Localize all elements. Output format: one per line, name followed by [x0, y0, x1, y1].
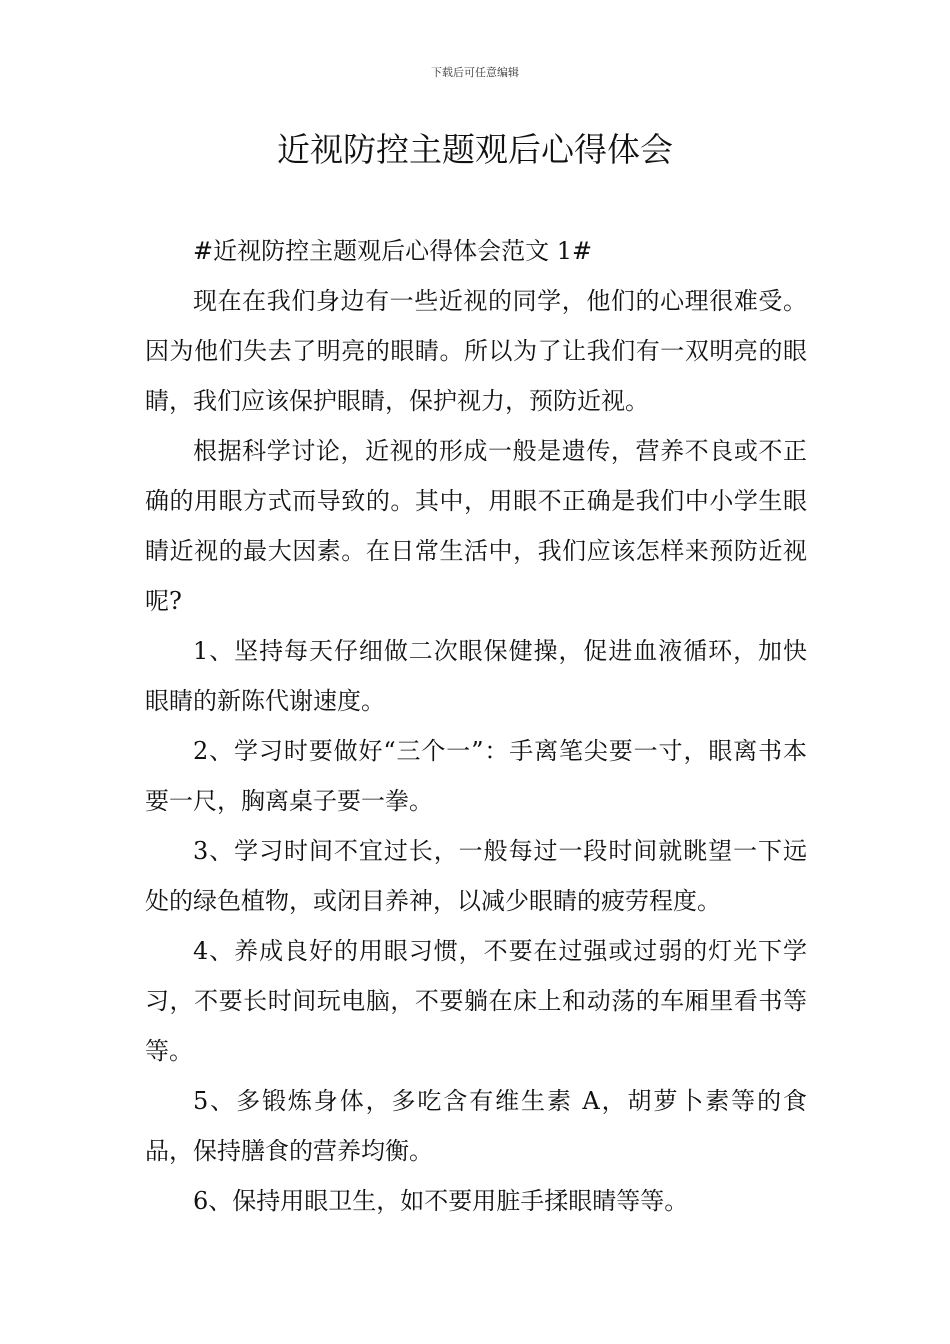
document-title: 近视防控主题观后心得体会 — [277, 130, 673, 169]
list-item-2: 2、学习时要做好“三个一”：手离笔尖要一寸，眼离书本要一尺，胸离桌子要一拳。 — [145, 737, 807, 815]
list-item-5: 5、多锻炼身体，多吃含有维生素 A，胡萝卜素等的食品，保持膳食的营养均衡。 — [145, 1087, 807, 1165]
subheading: #近视防控主题观后心得体会范文 1# — [193, 237, 593, 265]
list-item-4: 4、养成良好的用眼习惯，不要在过强或过弱的灯光下学习，不要长时间玩电脑，不要躺在床上和动荡的车厢里看书等等。 — [145, 937, 807, 1065]
list-item-3: 3、学习时间不宜过长，一般每过一段时间就眺望一下远处的绿色植物，或闭目养神，以减少眼睛的疲劳程度。 — [145, 837, 807, 915]
list-item-6: 6、保持用眼卫生，如不要用脏手揉眼睛等等。 — [193, 1187, 689, 1215]
paragraph-causes: 根据科学讨论，近视的形成一般是遗传，营养不良或不正确的用眼方式而导致的。其中，用眼不正确是我们中小学生眼睛近视的最大因素。在日常生活中，我们应该怎样来预防近视呢? — [145, 437, 807, 615]
header-note: 下载后可任意编辑 — [431, 66, 519, 79]
document-body — [145, 226, 807, 1226]
list-item-1: 1、坚持每天仔细做二次眼保健操，促进血液循环，加快眼睛的新陈代谢速度。 — [145, 637, 807, 715]
paragraph-intro: 现在在我们身边有一些近视的同学，他们的心理很难受。因为他们失去了明亮的眼睛。所以为了让我们有一双明亮的眼睛，我们应该保护眼睛，保护视力，预防近视。 — [145, 287, 807, 415]
